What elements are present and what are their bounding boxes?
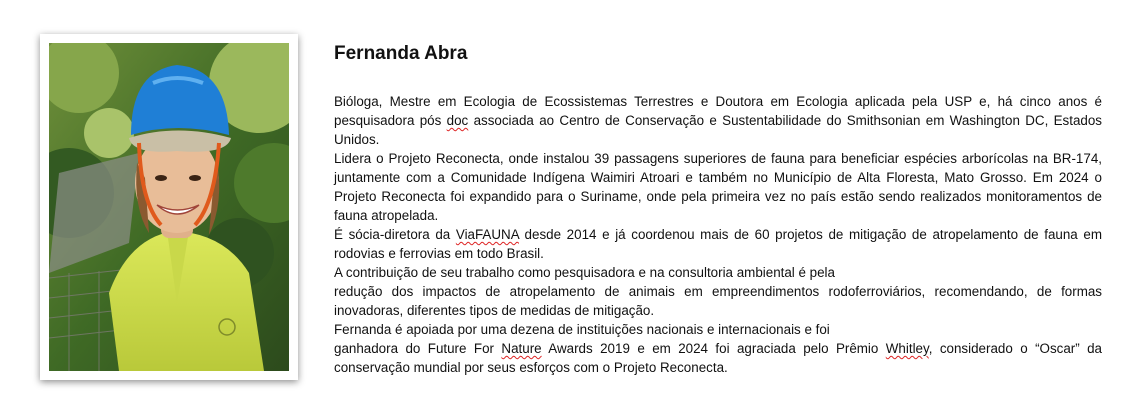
bio-paragraph-impact: redução dos impactos de atropelamento de animais em empreendimentos rodoferroviários, recomendando, de formas inovadoras, diferentes tipos de medidas de mitigação. bbox=[334, 284, 1102, 318]
bio-paragraph-reconecta: Lidera o Projeto Reconecta, onde instalou 39 passagens superiores de fauna para beneficiar espécies arborícolas na BR-174, juntamente com a Comunidade Indígena Waimiri Atroari e também no Município de Alta Floresta, Mato Grosso. Em 2024 o Projeto Reconecta foi expandido para o Suriname, onde pela primeira vez no país estão sendo realizados monitoramentos de fauna atropelada. bbox=[334, 151, 1102, 223]
bio-section bbox=[334, 42, 1102, 377]
bio-paragraph-awards: ganhadora do Future For Nature Awards 2019 e em 2024 foi agraciada pelo Prêmio Whitley, considerado o “Oscar” da conservação mundial por seus esforços com o Projeto Reconecta. bbox=[334, 341, 1103, 375]
bio-paragraph-support: Fernanda é apoiada por uma dezena de instituições nacionais e internacionais e foi bbox=[334, 322, 830, 337]
bio-paragraph-viafauna: É sócia-diretora da ViaFAUNA desde 2014 e já coordenou mais de 60 projetos de mitigação de atropelamento de fauna em rodovias e ferrovias em todo Brasil. bbox=[334, 227, 1102, 261]
profile-photo-frame bbox=[40, 34, 298, 380]
spellcheck-word: Whitley bbox=[885, 341, 929, 356]
spellcheck-word: ViaFAUNA bbox=[455, 227, 519, 242]
bio-paragraph-education: Bióloga, Mestre em Ecologia de Ecossistemas Terrestres e Doutora em Ecologia aplicada pela USP e, há cinco anos é pesquisadora pós doc associada ao Centro de Conservação e Sustentabilidade do Smithsonian em Washington DC, Estados Unidos. bbox=[334, 94, 1102, 147]
spellcheck-word: doc bbox=[446, 113, 469, 128]
profile-photo bbox=[49, 43, 289, 371]
portrait-illustration bbox=[49, 43, 289, 371]
person-name: Fernanda Abra bbox=[334, 43, 468, 64]
bio-paragraph-contribution: A contribuição de seu trabalho como pesquisadora e na consultoria ambiental é pela bbox=[334, 265, 835, 280]
spellcheck-word: Nature bbox=[501, 341, 542, 356]
